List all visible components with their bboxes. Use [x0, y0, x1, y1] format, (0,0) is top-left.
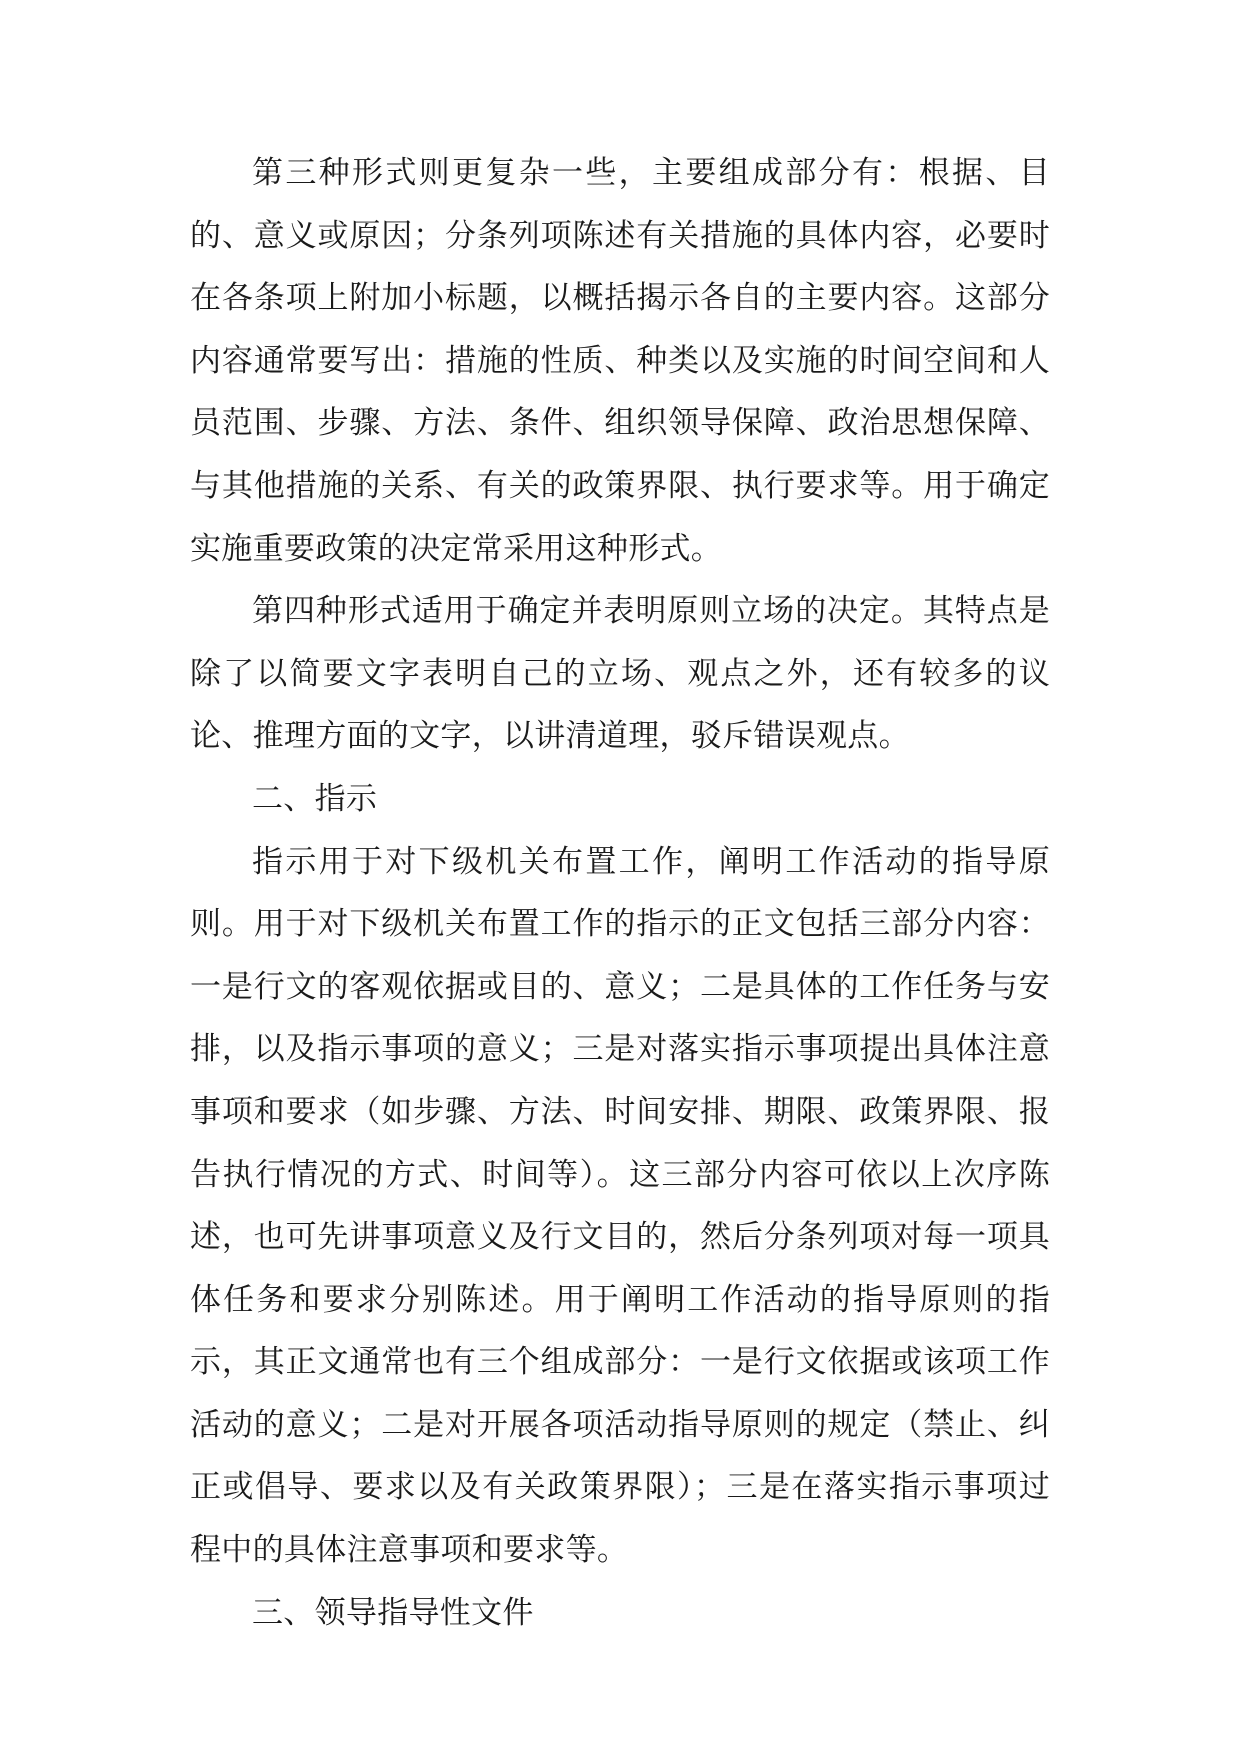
- paragraph-fourth-form: 第四种形式适用于确定并表明原则立场的决定。其特点是除了以简要文字表明自己的立场、观点之外，还有较多的议论、推理方面的文字，以讲清道理，驳斥错误观点。: [190, 593, 1050, 755]
- section-heading-instructions: 二、指示: [252, 780, 378, 817]
- section-heading-guidance-documents: 三、领导指导性文件: [252, 1594, 534, 1631]
- paragraph-instructions: 指示用于对下级机关布置工作，阐明工作活动的指导原则。用于对下级机关布置工作的指示的正文包括三部分内容：一是行文的客观依据或目的、意义；二是具体的工作任务与安排，以及指示事项的意义；三是对落实指示事项提出具体注意事项和要求（如步骤、方法、时间安排、期限、政策界限、报告执行情况的方式、时间等）。这三部分内容可依以上次序陈述，也可先讲事项意义及行文目的，然后分条列项对每一项具体任务和要求分别陈述。用于阐明工作活动的指导原则的指示，其正文通常也有三个组成部分：一是行文依据或该项工作活动的意义；二是对开展各项活动指导原则的规定（禁止、纠正或倡导、要求以及有关政策界限）；三是在落实指示事项过程中的具体注意事项和要求等。: [190, 843, 1050, 1569]
- document-page: [190, 142, 1050, 1644]
- paragraph-third-form: 第三种形式则更复杂一些，主要组成部分有：根据、目的、意义或原因；分条列项陈述有关措施的具体内容，必要时在各条项上附加小标题，以概括揭示各自的主要内容。这部分内容通常要写出：措施的性质、种类以及实施的时间空间和人员范围、步骤、方法、条件、组织领导保障、政治思想保障、与其他措施的关系、有关的政策界限、执行要求等。用于确定实施重要政策的决定常采用这种形式。: [190, 155, 1050, 567]
